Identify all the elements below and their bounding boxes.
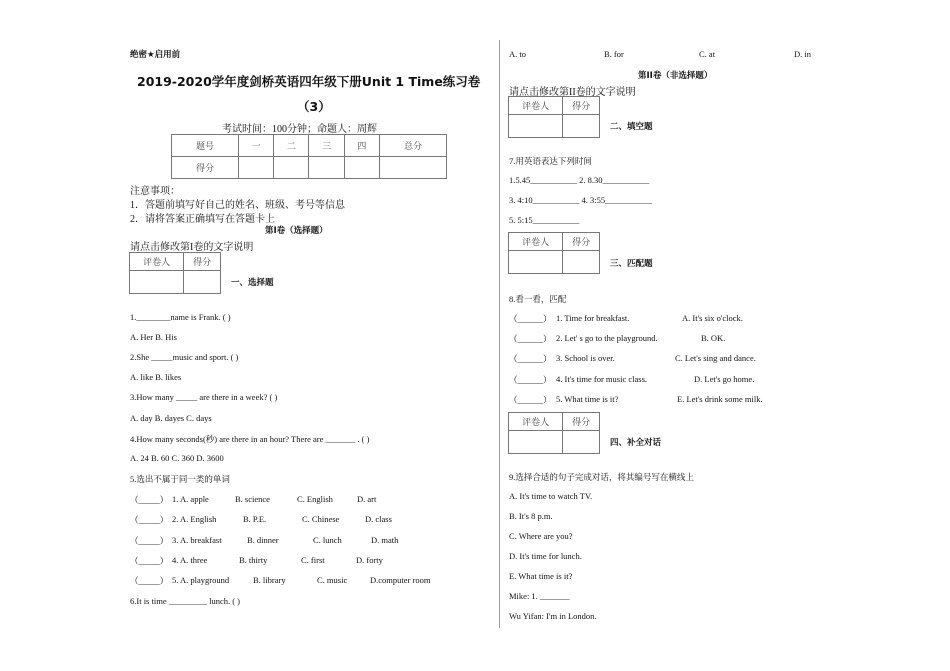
answer-blank[interactable]: （_____） <box>130 495 169 505</box>
answer-blank[interactable]: （_____） <box>130 515 169 525</box>
answer-blank[interactable]: （______） <box>509 395 552 405</box>
dialog-option: E. What time is it? <box>509 571 573 581</box>
score-table-cell: 四 <box>344 135 379 157</box>
column-divider <box>499 40 500 628</box>
score-table-cell[interactable] <box>309 157 344 179</box>
option-c: C. English <box>297 494 333 504</box>
match-answer: C. Let's sing and dance. <box>675 353 756 363</box>
grader-box <box>129 252 221 294</box>
question-5: 5.选出不属于同一类的单词 <box>130 474 230 484</box>
option-a: 5. A. playground <box>172 575 230 585</box>
section-title: 二、填空题 <box>610 122 653 132</box>
q6-option: C. at <box>699 49 716 59</box>
q6-option: A. to <box>509 49 526 59</box>
q6-option: B. for <box>604 49 624 59</box>
grader-cell[interactable] <box>509 431 563 454</box>
part1-title: 第I卷（选择题） <box>265 226 328 236</box>
match-prompt: 5. What time is it? <box>556 394 619 404</box>
dialog-option: C. Where are you? <box>509 531 573 541</box>
question-7: 7.用英语表达下列时间 <box>509 156 592 166</box>
option-d: D.computer room <box>370 575 431 585</box>
notes-heading: 注意事项： <box>130 186 180 197</box>
match-answer: B. OK. <box>701 333 726 343</box>
match-prompt: 2. Let' s go to the playground. <box>556 333 658 343</box>
question-8: 8.看一看，匹配 <box>509 294 567 304</box>
dialog-option: D. It's time for lunch. <box>509 551 582 561</box>
grader-label: 评卷人 <box>509 413 563 431</box>
score-table-cell: 得分 <box>172 157 239 179</box>
match-prompt: 3. School is over. <box>556 353 615 363</box>
question-options: A. 24 B. 60 C. 360 D. 3600 <box>130 453 224 463</box>
page-title: 2019-2020学年度剑桥英语四年级下册Unit 1 Time练习卷 <box>137 74 481 89</box>
match-prompt: 1. Time for breakfast. <box>556 313 630 323</box>
score-table <box>171 134 447 179</box>
dialog-option: A. It's time to watch TV. <box>509 491 593 501</box>
option-b: B. thirty <box>239 555 268 565</box>
option-b: B. library <box>253 575 286 585</box>
match-prompt: 4. It's time for music class. <box>556 374 648 384</box>
option-a: 1. A. apple <box>172 494 209 504</box>
question-options: A. like B. likes <box>130 372 182 382</box>
section-title: 一、选择题 <box>231 278 274 288</box>
dialog-option: B. It's 8 p.m. <box>509 511 553 521</box>
answer-blank[interactable]: （_____） <box>130 576 169 586</box>
part2-title: 第II卷（非选择题） <box>638 71 713 81</box>
question-6: 6.It is time _________ lunch. ( ) <box>130 596 241 606</box>
match-answer: D. Let's go home. <box>694 374 755 384</box>
score-table-cell[interactable] <box>274 157 309 179</box>
score-table-cell[interactable] <box>238 157 273 179</box>
grader-cell[interactable] <box>563 431 600 454</box>
grader-box <box>508 96 600 138</box>
part2-instruction: 请点击修改第II卷的文字说明 <box>509 87 636 98</box>
q7-line[interactable]: 1.5.45___________ 2. 8.30___________ <box>509 175 650 185</box>
match-answer: E. Let's drink some milk. <box>677 394 763 404</box>
question-options: A. Her B. His <box>130 332 177 342</box>
question-9: 9.选择合适的句子完成对话，将其编号写在横线上 <box>509 472 694 482</box>
grader-label: 得分 <box>563 97 600 115</box>
option-c: C. lunch <box>313 535 342 545</box>
grader-box <box>508 232 600 274</box>
score-table-cell[interactable] <box>380 157 447 179</box>
question-4: 4.How many seconds(秒) are there in an hour? There are _______ . ( ) <box>130 434 370 444</box>
grader-label: 得分 <box>184 253 221 271</box>
score-table-cell: 一 <box>238 135 273 157</box>
grader-cell[interactable] <box>509 251 563 274</box>
grader-label: 得分 <box>563 413 600 431</box>
option-b: B. science <box>235 494 270 504</box>
dialog-line: Wu Yifan: I'm in London. <box>509 611 597 621</box>
option-c: C. first <box>301 555 325 565</box>
q6-option: D. in <box>794 49 811 59</box>
answer-blank[interactable]: （_____） <box>130 536 169 546</box>
grader-label: 评卷人 <box>509 97 563 115</box>
option-c: C. music <box>317 575 348 585</box>
question-options: A. day B. dayes C. days <box>130 413 212 423</box>
grader-cell[interactable] <box>563 115 600 138</box>
grader-cell[interactable] <box>184 271 221 294</box>
option-d: D. math <box>371 535 399 545</box>
exam-info: 考试时间：100分钟；命题人：周辉 <box>222 124 377 135</box>
answer-blank[interactable]: （______） <box>509 314 552 324</box>
grader-label: 得分 <box>563 233 600 251</box>
option-a: 4. A. three <box>172 555 208 565</box>
option-b: B. dinner <box>247 535 279 545</box>
title-number: （3） <box>297 99 331 114</box>
score-table-cell: 二 <box>274 135 309 157</box>
grader-cell[interactable] <box>563 251 600 274</box>
score-table-cell: 总分 <box>380 135 447 157</box>
question-1: 1.________name is Frank. ( ) <box>130 312 231 322</box>
question-3: 3.How many _____ are there in a week? ( ) <box>130 392 278 402</box>
option-b: B. P.E. <box>243 514 267 524</box>
confidential-label: 绝密★启用前 <box>130 50 181 60</box>
grader-label: 评卷人 <box>130 253 184 271</box>
answer-blank[interactable]: （______） <box>509 375 552 385</box>
q7-line[interactable]: 5. 5:15___________ <box>509 215 580 225</box>
score-table-cell: 题号 <box>172 135 239 157</box>
option-a: 2. A. English <box>172 514 217 524</box>
question-2: 2.She _____music and sport. ( ) <box>130 352 239 362</box>
option-a: 3. A. breakfast <box>172 535 222 545</box>
score-table-cell: 三 <box>309 135 344 157</box>
notes-item: 1．答题前填写好自己的姓名、班级、考号等信息 <box>130 200 345 211</box>
option-c: C. Chinese <box>302 514 340 524</box>
grader-label: 评卷人 <box>509 233 563 251</box>
section-title: 四、补全对话 <box>610 438 662 448</box>
notes-item: 2．请将答案正确填写在答题卡上 <box>130 214 275 225</box>
grader-box <box>508 412 600 454</box>
part1-instruction: 请点击修改第I卷的文字说明 <box>130 242 254 253</box>
answer-blank[interactable]: （_____） <box>130 556 169 566</box>
match-answer: A. It's six o'clock. <box>682 313 743 323</box>
grader-cell[interactable] <box>130 271 184 294</box>
grader-cell[interactable] <box>509 115 563 138</box>
dialog-line[interactable]: Mike: 1. _______ <box>509 591 570 601</box>
q7-line[interactable]: 3. 4:10___________ 4. 3:55___________ <box>509 195 652 205</box>
answer-blank[interactable]: （______） <box>509 334 552 344</box>
score-table-cell[interactable] <box>344 157 379 179</box>
option-d: D. forty <box>356 555 383 565</box>
option-d: D. art <box>357 494 377 504</box>
section-title: 三、匹配题 <box>610 259 653 269</box>
option-d: D. class <box>365 514 392 524</box>
answer-blank[interactable]: （______） <box>509 354 552 364</box>
